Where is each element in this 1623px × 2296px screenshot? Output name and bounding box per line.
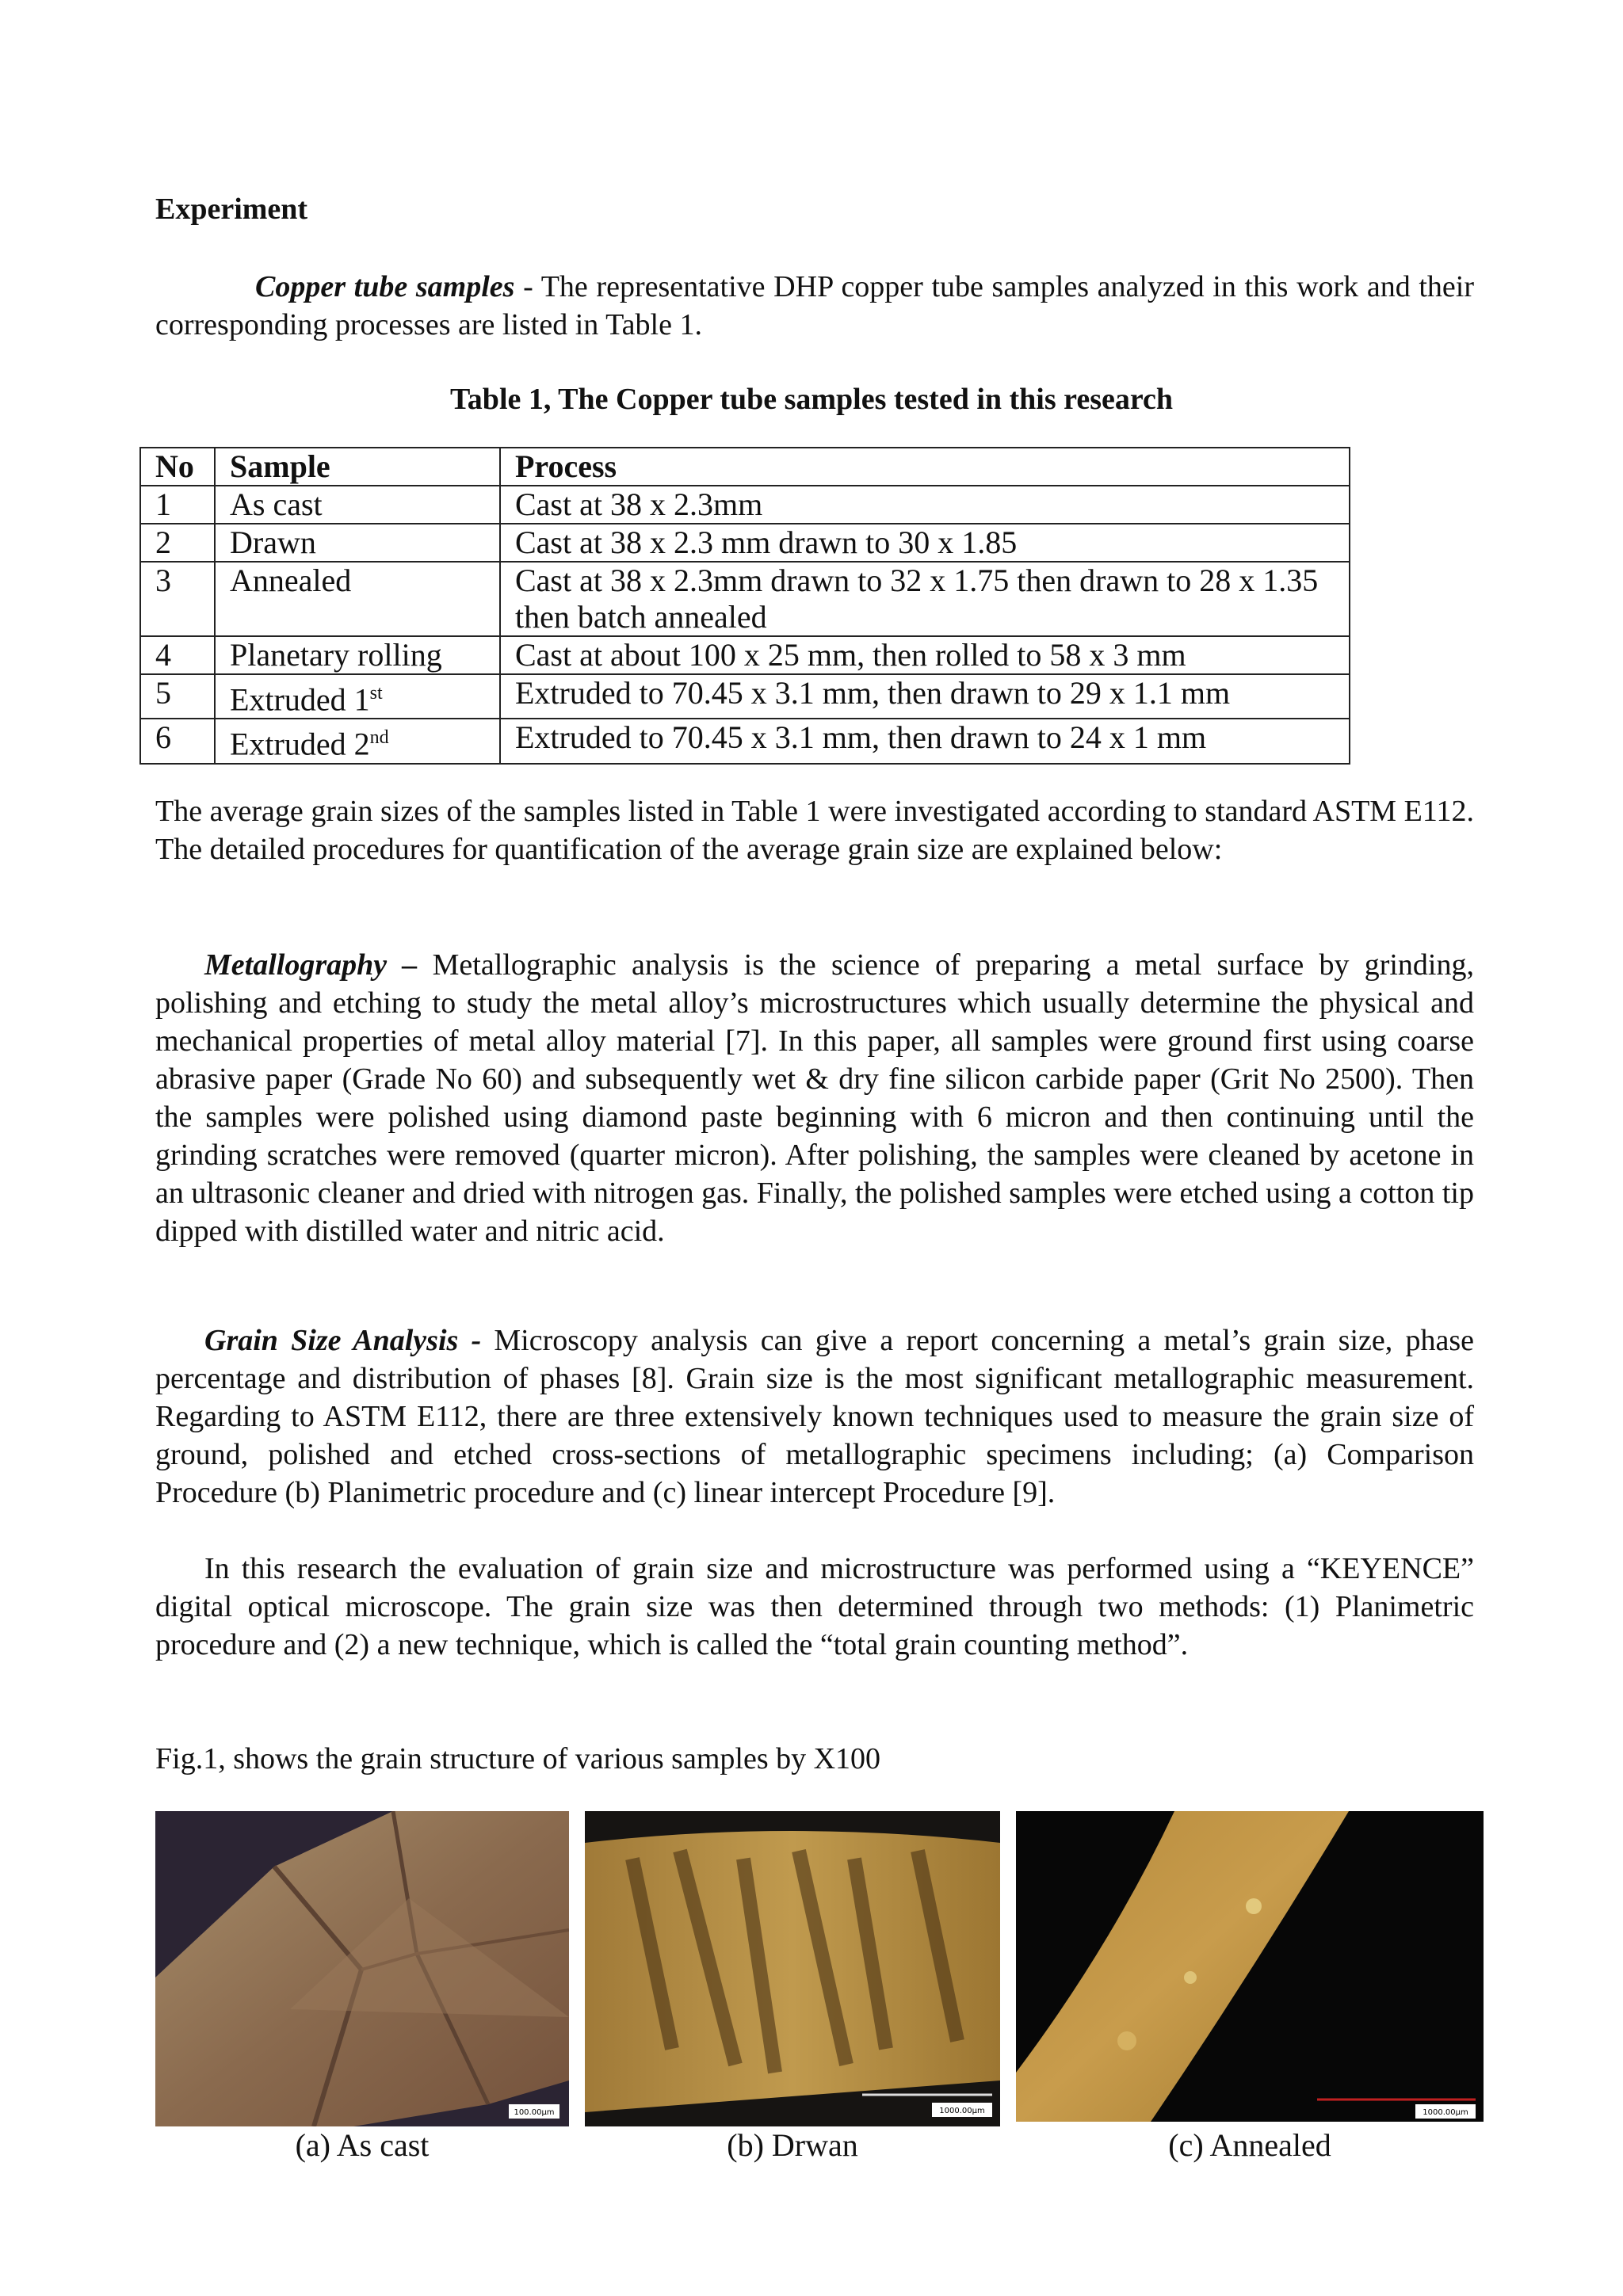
table-cell-process: Extruded to 70.45 x 3.1 mm, then drawn to 29 x 1.1 mm — [500, 674, 1350, 719]
figure-caption-a: (a) As cast — [295, 2127, 430, 2163]
scale-bar-label: 1000.00µm — [939, 2107, 985, 2115]
table-row — [140, 719, 1350, 763]
table-cell-no: 5 — [140, 674, 215, 719]
section-heading: Experiment — [155, 193, 308, 226]
table-cell-sample — [215, 562, 500, 636]
figure-caption-b: (b) Drwan — [727, 2127, 858, 2163]
table-title: Table 1, The Copper tube samples tested in this research — [449, 383, 1174, 416]
table-header-cell: No — [140, 448, 215, 486]
scale-bar-label: 1000.00µm — [1423, 2108, 1468, 2117]
table-header-cell: Process — [500, 448, 1350, 486]
table-cell-sample — [215, 719, 500, 763]
micrograph-annealed — [1016, 1811, 1484, 2122]
table-row — [140, 524, 1350, 562]
table-header-row — [140, 448, 1350, 486]
table-cell-no: 4 — [140, 636, 215, 674]
metallography-text: Metallographic analysis is the science of preparing a metal surface by grinding, polishing and etching to study the metal alloy’s microstructures which usually determine the physical and mechanical properties of metal alloy material [7]. In this paper, all samples were ground first using coarse abrasive paper (Grade No 60) and subsequently wet & dry fine silicon carbide paper (Grit No 2500). Then the samples were polished using diamond paste beginning with 6 micron and then continuing until the grinding scratches were removed (quarter micron). After polishing, the samples were cleaned by acetone in an ultrasonic cleaner and dried with nitrogen gas. Finally, the polished samples were etched using a cotton tip dipped with distilled water and nitric acid. — [155, 948, 1474, 1248]
table-cell-sample — [215, 636, 500, 674]
table-cell-no: 3 — [140, 562, 215, 636]
sample-name: Drawn — [230, 524, 316, 560]
figure-row — [155, 1811, 1484, 2128]
grain-size-intro-paragraph: The average grain sizes of the samples listed in Table 1 were investigated according to standard ASTM E112. The detailed procedures for quantification of the average grain size are explained below: — [155, 795, 1474, 866]
table-cell-process: Cast at 38 x 2.3 mm drawn to 30 x 1.85 — [500, 524, 1350, 562]
research-paragraph: In this research the evaluation of grain size and microstructure was performed using a “KEYENCE” digital optical microscope. The grain size was then determined through two methods: (1) Planimetric procedure and (2) a new technique, which is called the “total grain counting method”. — [155, 1552, 1474, 1661]
table-row — [140, 674, 1350, 719]
table-cell-process: Cast at 38 x 2.3mm drawn to 32 x 1.75 then drawn to 28 x 1.35 then batch annealed — [500, 562, 1350, 636]
table-header-cell: Sample — [215, 448, 500, 486]
intro-lead: Copper tube samples — [255, 270, 515, 303]
metallography-paragraph — [155, 946, 1474, 1250]
sample-name: Extruded 1 — [230, 681, 370, 718]
table-cell-process: Cast at about 100 x 25 mm, then rolled to 58 x 3 mm — [500, 636, 1350, 674]
table-cell-process: Cast at 38 x 2.3mm — [500, 486, 1350, 524]
sample-name: As cast — [230, 486, 323, 522]
intro-text: - The representative DHP copper tube samples analyzed in this work and their corresponding processes are listed in Table 1. — [155, 270, 1474, 341]
table-cell-no: 2 — [140, 524, 215, 562]
grain-size-lead: Grain Size Analysis - — [204, 1324, 482, 1357]
table-cell-no: 1 — [140, 486, 215, 524]
table-cell-sample — [215, 524, 500, 562]
figure-intro-line: Fig.1, shows the grain structure of various samples by X100 — [155, 1742, 881, 1775]
table-cell-sample — [215, 486, 500, 524]
table-row — [140, 486, 1350, 524]
intro-paragraph — [155, 268, 1474, 344]
table-cell-process: Extruded to 70.45 x 3.1 mm, then drawn to 24 x 1 mm — [500, 719, 1350, 763]
sample-name: Planetary rolling — [230, 637, 442, 673]
micrograph-as-cast — [155, 1811, 569, 2126]
sample-name: Annealed — [230, 563, 352, 598]
table-row — [140, 562, 1350, 636]
scale-bar-label: 100.00µm — [514, 2108, 555, 2117]
grain-size-analysis-paragraph — [155, 1322, 1474, 1512]
metallography-lead: Metallography – — [204, 948, 418, 982]
samples-table — [139, 447, 1350, 765]
sample-name: Extruded 2 — [230, 726, 370, 762]
figure-caption-c: (c) Annealed — [1168, 2127, 1331, 2163]
table-row — [140, 636, 1350, 674]
table-cell-no: 6 — [140, 719, 215, 763]
grain-size-text: Microscopy analysis can give a report concerning a metal’s grain size, phase percentage and distribution of phases [8]. Grain size is the most significant metallographic measurement. Regarding to ASTM E112, there are three extensively known techniques used to measure the grain size of ground, polished and etched cross-sections of metallographic specimens including; (a) Comparison Procedure (b) Planimetric procedure and (c) linear intercept Procedure [9]. — [155, 1324, 1474, 1509]
micrograph-drawn — [585, 1811, 1000, 2126]
table-cell-sample — [215, 674, 500, 719]
ordinal-suffix: nd — [369, 727, 389, 749]
ordinal-suffix: st — [369, 683, 383, 704]
